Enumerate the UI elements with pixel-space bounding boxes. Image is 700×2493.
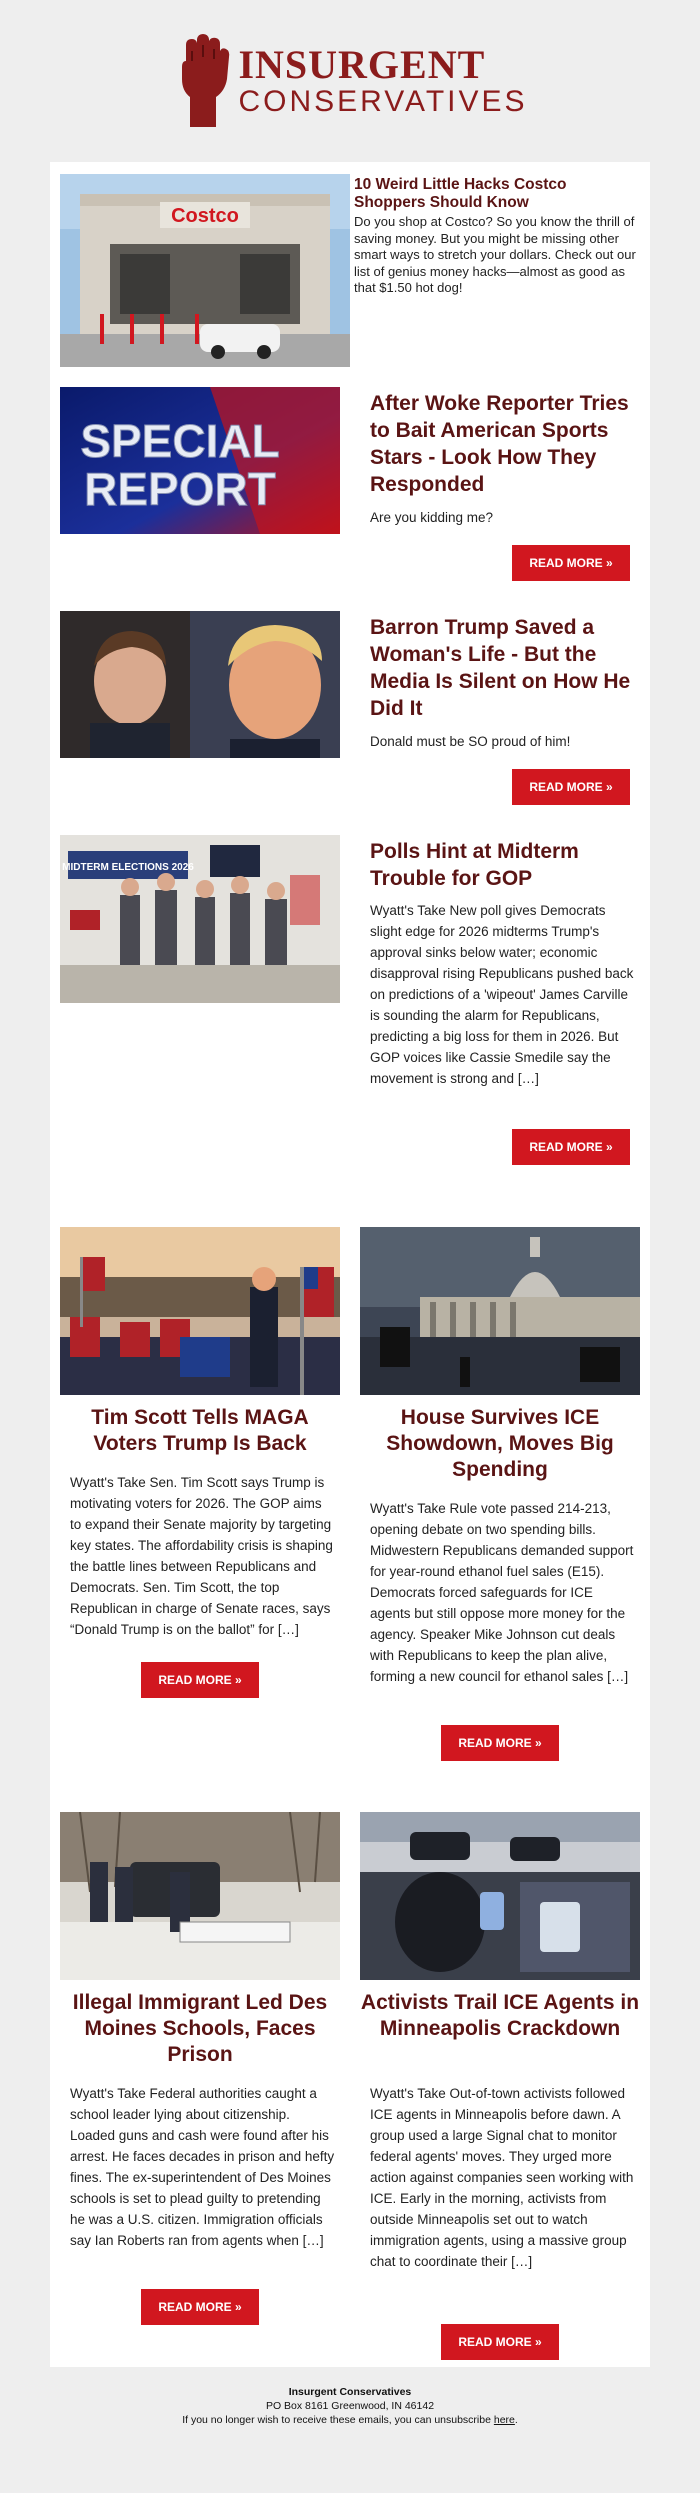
svg-text:Costco: Costco [171,205,239,227]
article-7-title[interactable]: Illegal Immigrant Led Des Moines Schools, Faces Prison [72,1991,328,2066]
article-1-title[interactable]: 10 Weird Little Hacks Costco Shoppers Should Know [354,176,567,211]
article-8-read-more-button[interactable]: READ MORE » [441,2324,559,2360]
rally-image [60,1227,340,1395]
article-6-read-more-button[interactable]: READ MORE » [441,1725,559,1761]
special-report-image [60,387,340,534]
article-4-title[interactable]: Polls Hint at Midterm Trouble for GOP [370,840,579,890]
barron-trump-image [60,611,340,758]
midterm-polling-image [60,835,340,1003]
ice-arrest-image [60,1812,340,1980]
midterm-sign-text: MIDTERM ELECTIONS 2026 [62,862,194,873]
article-5-read-more-button[interactable]: READ MORE » [141,1662,259,1698]
article-2-title[interactable]: After Woke Reporter Tries to Bait American Sports Stars - Look How They Responded [370,392,629,496]
article-8-image[interactable] [360,1812,640,1980]
logo[interactable] [172,31,527,131]
article-4-image[interactable] [60,835,340,1003]
article-6-text: Wyatt's Take Rule vote passed 214-213, opening debate on two spending bills. Midwestern Republicans demanded support for year-round ethanol fuel sales (E15). Democrats forced safeguards for ICE agents but still oppose more money for the agency. Speaker Mike Johnson cut deals with Republicans to keep the plan alive, forming a new council for ethanol sales […] [370,1501,634,1684]
footer-address: PO Box 8161 Greenwood, IN 46142 [265,2400,435,2412]
logo-name-top: INSURGENT [238,42,486,87]
article-7-text: Wyatt's Take Federal authorities caught a school leader lying about citizenship. Loaded guns and cash were found after his arrest. He faces decades in prison and hefty fines. The ex-superintendent of Des Moines schools is set to plead guilty to pretending he was a U.S. citizen. Immigration officials say Ian Roberts ran from agents when […] [70,2086,335,2248]
article-1-text: Do you shop at Costco? So you know the thrill of saving money. But you might be missing other smart ways to stretch your dollars. Check out our list of genius money hacks—almost as good as that $1.50 hot dog! [354,214,636,295]
activists-image [360,1812,640,1980]
report-text: REPORT [84,463,276,515]
article-4-read-more-button[interactable]: READ MORE » [512,1129,630,1165]
article-2-text: Are you kidding me? [370,510,494,525]
article-3-read-more-button[interactable]: READ MORE » [512,769,630,805]
article-1-image[interactable] [60,174,350,367]
costco-store-image [60,174,350,367]
raised-fist-icon [172,31,232,131]
article-3-text: Donald must be SO proud of him! [370,734,571,749]
header [0,0,700,162]
article-5-image[interactable] [60,1227,340,1395]
footer-org: Insurgent Conservatives [288,2386,412,2398]
footer-unsubscribe [0,2413,700,2427]
article-5-text: Wyatt's Take Sen. Tim Scott says Trump is motivating voters for 2026. The GOP aims to expand their Senate majority by targeting key states. The affordability crisis is shaping the battle lines between Republicans and Democrats. Sen. Tim Scott, the top Republican in charge of Senate races, says “Donald Trump is on the ballot” for […] [70,1475,333,1637]
unsubscribe-suffix: . [514,2414,518,2426]
article-7-image[interactable] [60,1812,340,1980]
special-text: SPECIAL [80,415,280,467]
article-8-text: Wyatt's Take Out-of-town activists followed ICE agents in Minneapolis before dawn. A group used a large Signal chat to monitor federal agents' moves. They urged more action against companies seen working with ICE. Early in the morning, activists from outside Minneapolis set out to watch immigration agents, using a massive group chat to coordinate their […] [370,2086,634,2269]
article-8-title[interactable]: Activists Trail ICE Agents in Minneapolis Crackdown [360,1991,640,2040]
article-3-image[interactable] [60,611,340,758]
email-body [50,162,650,2367]
article-2-read-more-button[interactable]: READ MORE » [512,545,630,581]
article-5-title[interactable]: Tim Scott Tells MAGA Voters Trump Is Back [91,1406,309,1455]
article-6-image[interactable] [360,1227,640,1395]
article-2-image[interactable] [60,387,340,534]
article-7-read-more-button[interactable]: READ MORE » [141,2289,259,2325]
footer [0,2385,700,2427]
capitol-image [360,1227,640,1395]
article-4-text: Wyatt's Take New poll gives Democrats slight edge for 2026 midterms Trump's approval sinks below water; economic disapproval rising Republicans pushed back on predictions of a 'wipeout' James Carville is sounding the alarm for Republicans, predicting a big loss for them in 2026. But GOP voices like Cassie Smedile say the movement is strong and […] [370,903,634,1086]
article-6-title[interactable]: House Survives ICE Showdown, Moves Big Spending [386,1406,614,1481]
unsubscribe-text: If you no longer wish to receive these emails, you can unsubscribe [182,2414,491,2426]
logo-name-bottom: CONSERVATIVES [238,85,528,118]
unsubscribe-link[interactable]: here [493,2414,515,2426]
article-3-title[interactable]: Barron Trump Saved a Woman's Life - But the Media Is Silent on How He Did It [370,616,631,720]
